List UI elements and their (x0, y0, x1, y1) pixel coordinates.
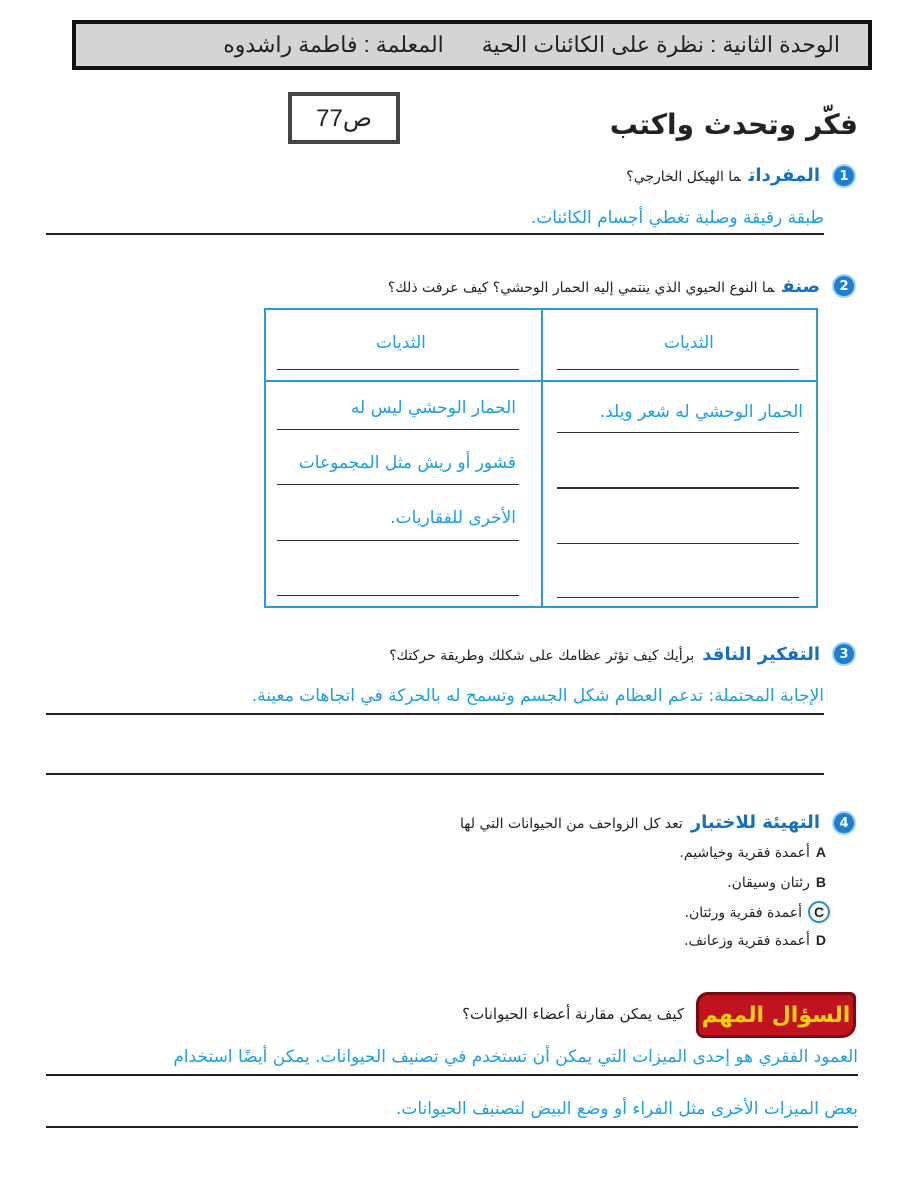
option-text: أعمدة فقرية وخياشيم. (679, 845, 810, 861)
answer-line (46, 1074, 858, 1076)
answer-line (46, 233, 824, 235)
option-letter: D (815, 932, 826, 948)
table-cell-left: الحمار الوحشي ليس له (350, 398, 516, 418)
question-4-keyword: التهيئة للاختبار (690, 812, 820, 833)
question-2-text: ما النوع الحيوي الذي ينتمي إليه الحمار الوحشي؟ كيف عرفت ذلك؟ (387, 280, 775, 296)
answer-line (46, 773, 824, 775)
question-4 (460, 812, 820, 833)
table-cell-right: الحمار الوحشي له شعر ويلد. (599, 402, 803, 422)
question-1 (626, 165, 820, 186)
option-b[interactable] (727, 874, 826, 891)
table-line (557, 487, 799, 489)
option-text: أعمدة فقرية وزعانف. (684, 933, 810, 949)
option-letter: A (815, 844, 826, 860)
question-2-keyword: صنف (782, 276, 820, 297)
page-reference: ص77 (288, 92, 400, 144)
essential-answer-line-1: العمود الفقري هو إحدى الميزات التي يمكن أن تستخدم في تصنيف الحيوانات. يمكن أيضًا استخدام (173, 1047, 858, 1067)
essential-question-label: السؤال المهم (696, 992, 856, 1038)
selected-answer-circle: C (808, 901, 830, 923)
table-line (557, 369, 799, 370)
question-4-text: تعد كل الزواحف من الحيوانات التي لها (460, 816, 683, 832)
question-1-text: ما الهيكل الخارجي؟ (626, 169, 741, 185)
question-4-badge: 4 (834, 813, 854, 833)
option-text: رئتان وسيقان. (727, 875, 810, 891)
table-line (277, 484, 519, 485)
teacher-name: المعلمة : فاطمة راشدوه (223, 32, 444, 57)
question-2-badge: 2 (834, 276, 854, 296)
question-1-keyword: المفردات (748, 165, 820, 186)
table-line (557, 543, 799, 544)
table-line (557, 597, 799, 598)
question-3-badge: 3 (834, 644, 854, 664)
unit-title: الوحدة الثانية : نظرة على الكائنات الحية (481, 32, 840, 57)
essential-question-text: كيف يمكن مقارنة أعضاء الحيوانات؟ (462, 1005, 684, 1023)
question-1-answer: طبقة رقيقة وصلبة تغطي أجسام الكائنات. (530, 208, 824, 228)
unit-header (72, 20, 872, 70)
essential-answer-line-2: بعض الميزات الأخرى مثل الفراء أو وضع البيض لتصنيف الحيوانات. (395, 1099, 858, 1119)
table-line (277, 429, 519, 430)
table-header-right: الثديات (664, 333, 714, 353)
option-d[interactable] (684, 932, 826, 949)
answer-line (46, 1126, 858, 1128)
question-3-keyword: التفكير الناقد (702, 644, 820, 665)
table-line (557, 432, 799, 433)
answer-line (46, 713, 824, 715)
option-letter: B (815, 874, 826, 890)
option-a[interactable] (679, 844, 826, 861)
table-line (277, 540, 519, 541)
table-column-divider (541, 310, 543, 606)
table-header-left: الثديات (376, 333, 426, 353)
question-1-badge: 1 (834, 166, 854, 186)
option-c[interactable] (685, 901, 830, 923)
question-3-answer: الإجابة المحتملة: تدعم العظام شكل الجسم وتسمح له بالحركة في اتجاهات معينة. (251, 686, 824, 706)
table-cell-left: قشور أو ريش مثل المجموعات (298, 453, 516, 473)
option-text: أعمدة فقرية ورئتان. (684, 905, 802, 921)
question-3-text: برأيك كيف تؤثر عظامك على شكلك وطريقة حركتك؟ (389, 648, 695, 664)
table-line (277, 595, 519, 596)
table-header-divider (266, 380, 816, 382)
question-3 (389, 644, 820, 665)
page-title: فكّر وتحدث واكتب (609, 108, 858, 141)
question-2 (388, 276, 820, 297)
table-line (277, 369, 519, 370)
table-cell-left: الأخرى للفقاريات. (390, 508, 516, 528)
